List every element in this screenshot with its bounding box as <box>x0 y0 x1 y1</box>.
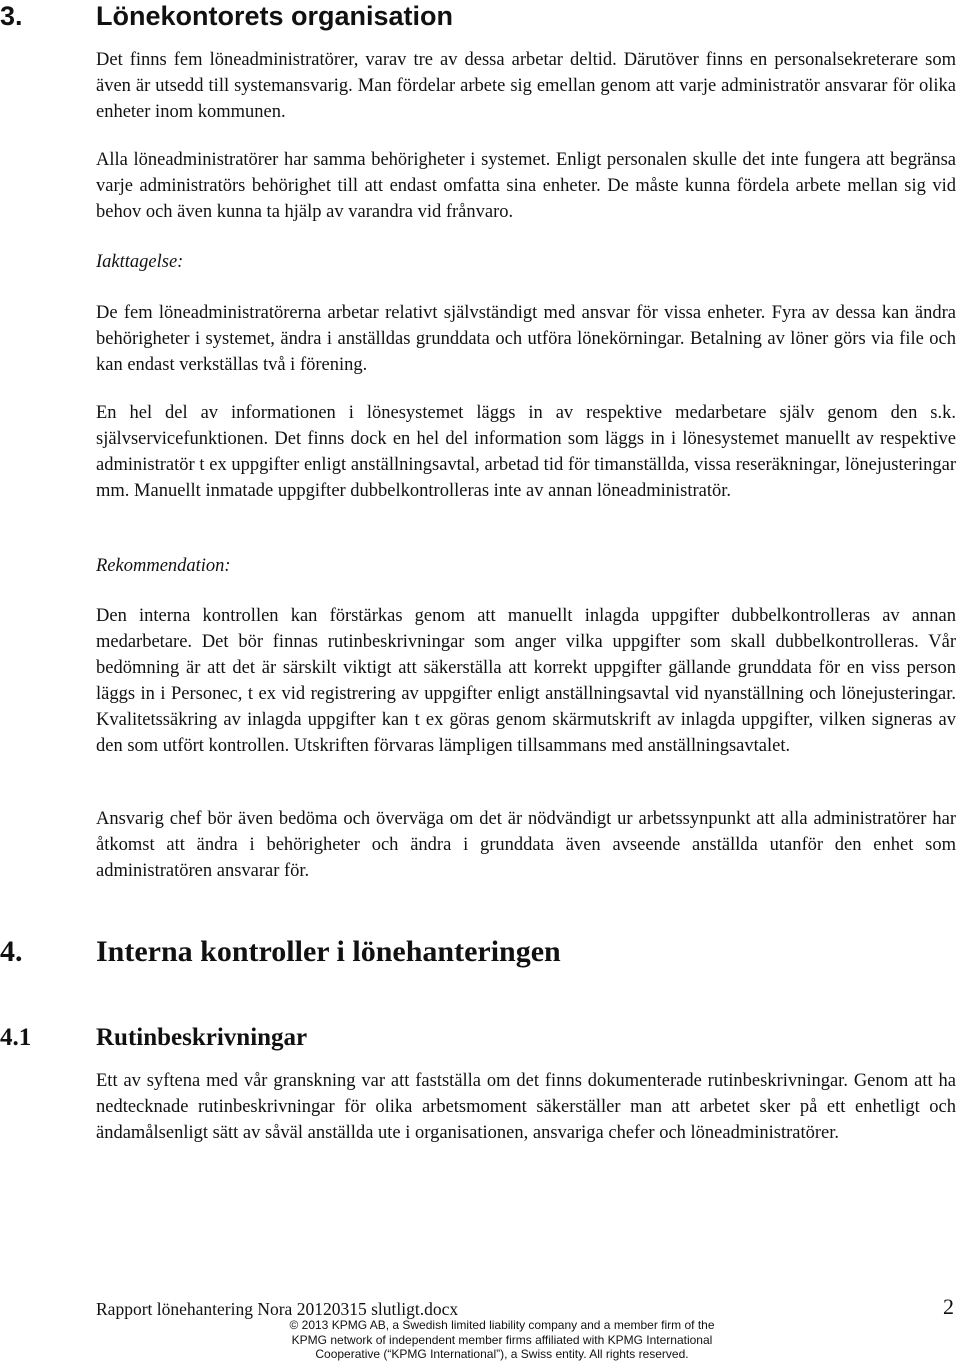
footer-copyright <box>200 1318 804 1362</box>
section-4-number: 4. <box>0 935 23 968</box>
section-4-title: Interna kontroller i lönehanteringen <box>96 935 561 968</box>
section-4-1-paragraph-1: Ett av syftena med vår granskning var att fastställa om det finns dokumenterade rutinbeskrivningar. Genom att ha nedtecknade rutinbeskrivningar för olika arbetsmoment säkerställer man att arbetet sker på ett enhetligt och ändamålsenligt sätt av såväl anställda ute i organisationen, ansvariga chefer och löneadministratörer. <box>96 1071 956 1143</box>
section-4-1-title: Rutinbeskrivningar <box>96 1024 308 1051</box>
copyright-line-3: Cooperative (“KPMG International”), a Swiss entity. All rights reserved. <box>315 1347 689 1361</box>
observation-paragraph-2: En hel del av informationen i lönesystemet läggs in av respektive medarbetare själv genom den s.k. självservicefunktionen. Det finns dock en hel del information som läggs in i lönesystemet manuellt av respektive administratör t ex uppgifter enligt anställningsavtal, arbetad tid för timanställda, vissa reseräkningar, lönejusteringar mm. Manuellt inmatade uppgifter dubbelkontrolleras inte av annan löneadministratör. <box>96 403 956 501</box>
copyright-line-1: © 2013 KPMG AB, a Swedish limited liability company and a member firm of the <box>289 1318 715 1332</box>
section-3-title: Lönekontorets organisation <box>96 1 454 31</box>
recommendation-paragraph-1: Den interna kontrollen kan förstärkas genom att manuellt inlagda uppgifter dubbelkontrolleras av annan medarbetare. Det bör finnas rutinbeskrivningar som anger vilka uppgifter som skall dubbelkontrolleras. Vår bedömning är att det är särskilt viktigt att säkerställa att korrekt uppgifter gällande grunddata för en viss person läggs in i Personec, t ex vid registrering av uppgifter enligt anställningsavtal vid nyanställning och lönejusteringar. Kvalitetssäkring av inlagda uppgifter kan t ex göras genom skärmutskrift av inlagda uppgifter, vilken signeras av den som utfört kontrollen. Utskriften förvaras lämpligen tillsammans med anställningsavtalet. <box>96 606 956 756</box>
section-3-paragraph-2: Alla löneadministratörer har samma behörigheter i systemet. Enligt personalen skulle det inte fungera att begränsa varje administratörs behörighet till att endast omfatta sina enheter. De måste kunna fördela arbete mellan sig vid behov och även kunna ta hjälp av varandra vid frånvaro. <box>96 150 956 222</box>
section-3-paragraph-1: Det finns fem löneadministratörer, varav tre av dessa arbetar deltid. Därutöver finns en personalsekreterare som även är utsedd till systemansvarig. Man fördelar arbete sig emellan genom att varje administratör ansvarar för olika enheter inom kommunen. <box>96 50 956 122</box>
section-3-number: 3. <box>0 1 23 31</box>
footer-page-number: 2 <box>943 1294 954 1319</box>
observation-paragraph-1: De fem löneadministratörerna arbetar relativt självständigt med ansvar för vissa enheter. Fyra av dessa kan ändra behörigheter i systemet, ändra i anställdas grunddata och utföra lönekörningar. Betalning av löner görs via file och kan endast verkställas två i förening. <box>96 303 956 375</box>
copyright-line-2: KPMG network of independent member firms affiliated with KPMG International <box>291 1332 713 1347</box>
recommendation-paragraph-2: Ansvarig chef bör även bedöma och överväga om det är nödvändigt ur arbetssynpunkt att alla administratörer har åtkomst att ändra i behörigheter och ändra i grunddata även avseende anställda utanför den enhet som administratören ansvarar för. <box>96 809 956 881</box>
section-4-1-number: 4.1 <box>0 1024 32 1051</box>
observation-label: Iakttagelse: <box>96 252 184 272</box>
recommendation-label: Rekommendation: <box>96 556 231 576</box>
footer-report-title: Rapport lönehantering Nora 20120315 slutligt.docx <box>96 1299 459 1319</box>
